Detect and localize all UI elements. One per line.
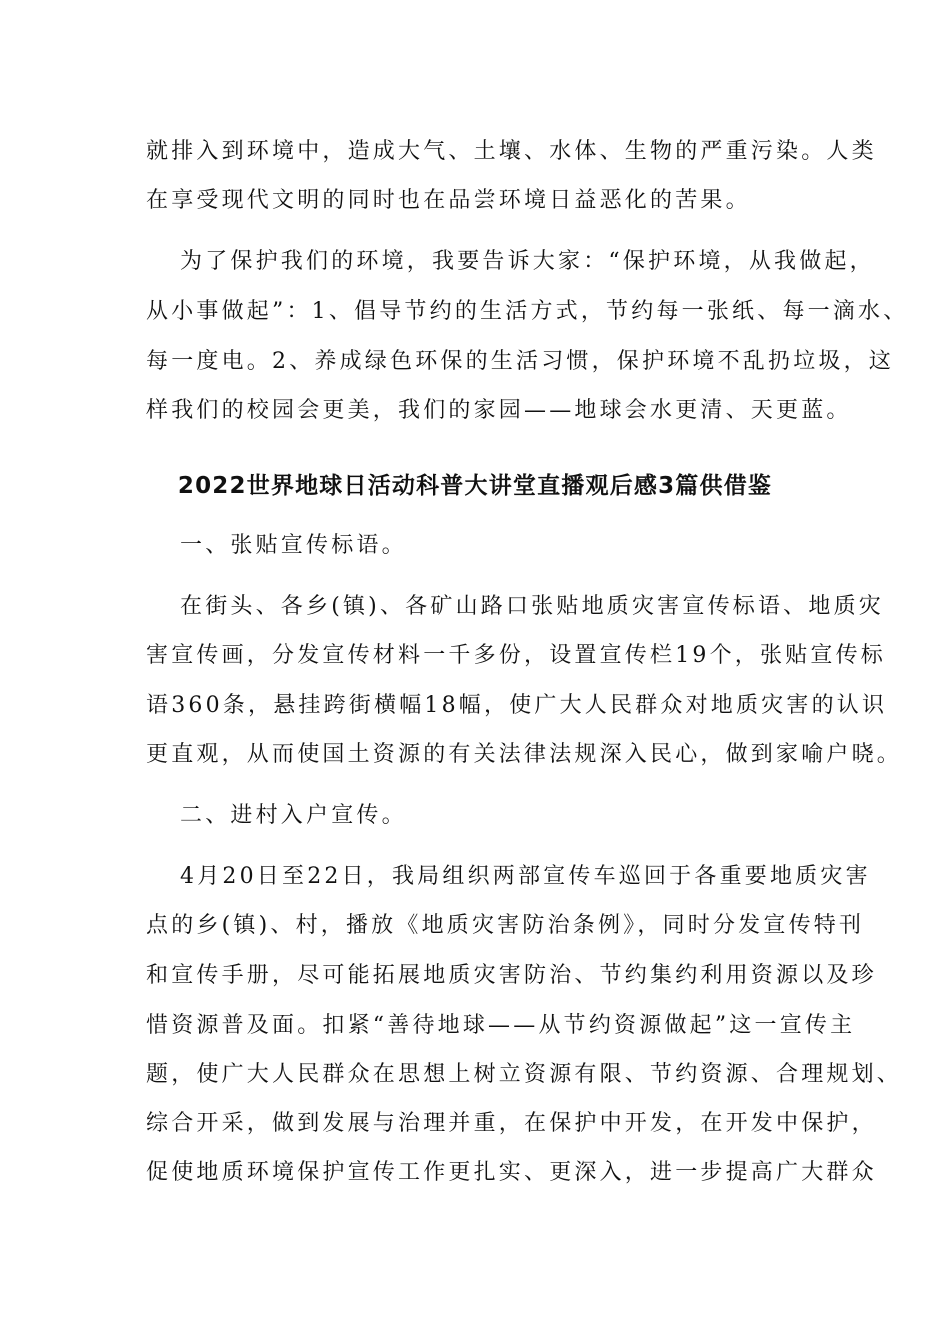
paragraph-line: 害宣传画，分发宣传材料一千多份，设置宣传栏19个，张贴宣传标: [146, 643, 886, 668]
paragraph-line: 在街头、各乡(镇)、各矿山路口张贴地质灾害宣传标语、地质灾: [180, 594, 884, 619]
paragraph-line: 4月20日至22日，我局组织两部宣传车巡回于各重要地质灾害: [180, 864, 871, 889]
paragraph-line: 题，使广大人民群众在思想上树立资源有限、节约资源、合理规划、: [146, 1062, 903, 1087]
paragraph-line: 和宣传手册，尽可能拓展地质灾害防治、节约集约利用资源以及珍: [146, 963, 877, 988]
section-title: 一、张贴宣传标语。: [180, 533, 407, 558]
section-heading: 2022世界地球日活动科普大讲堂直播观后感3篇供借鉴: [177, 473, 773, 499]
paragraph-line: 惜资源普及面。扣紧“善待地球——从节约资源做起”这一宣传主: [146, 1013, 856, 1038]
paragraph-line: 为了保护我们的环境，我要告诉大家：“保护环境，从我做起，: [180, 249, 875, 274]
section-title: 二、进村入户宣传。: [180, 803, 407, 828]
paragraph-line: 在享受现代文明的同时也在品尝环境日益恶化的苦果。: [146, 188, 751, 213]
paragraph-line: 就排入到环境中，造成大气、土壤、水体、生物的严重污染。人类: [146, 139, 877, 164]
paragraph-line: 促使地质环境保护宣传工作更扎实、更深入，进一步提高广大群众: [146, 1160, 877, 1185]
paragraph-line: 样我们的校园会更美，我们的家园——地球会水更清、天更蓝。: [146, 398, 852, 423]
paragraph-line: 从小事做起”：1、倡导节约的生活方式，节约每一张纸、每一滴水、: [146, 299, 909, 324]
paragraph-line: 更直观，从而使国土资源的有关法律法规深入民心，做到家喻户晓。: [146, 742, 903, 767]
paragraph-line: 点的乡(镇)、村，播放《地质灾害防治条例》，同时分发宣传特刊: [146, 913, 865, 938]
paragraph-line: 语360条，悬挂跨街横幅18幅，使广大人民群众对地质灾害的认识: [146, 693, 888, 718]
paragraph-line: 综合开采，做到发展与治理并重，在保护中开发，在开发中保护，: [146, 1111, 877, 1136]
paragraph-line: 每一度电。2、养成绿色环保的生活习惯，保护环境不乱扔垃圾，这: [146, 349, 894, 374]
